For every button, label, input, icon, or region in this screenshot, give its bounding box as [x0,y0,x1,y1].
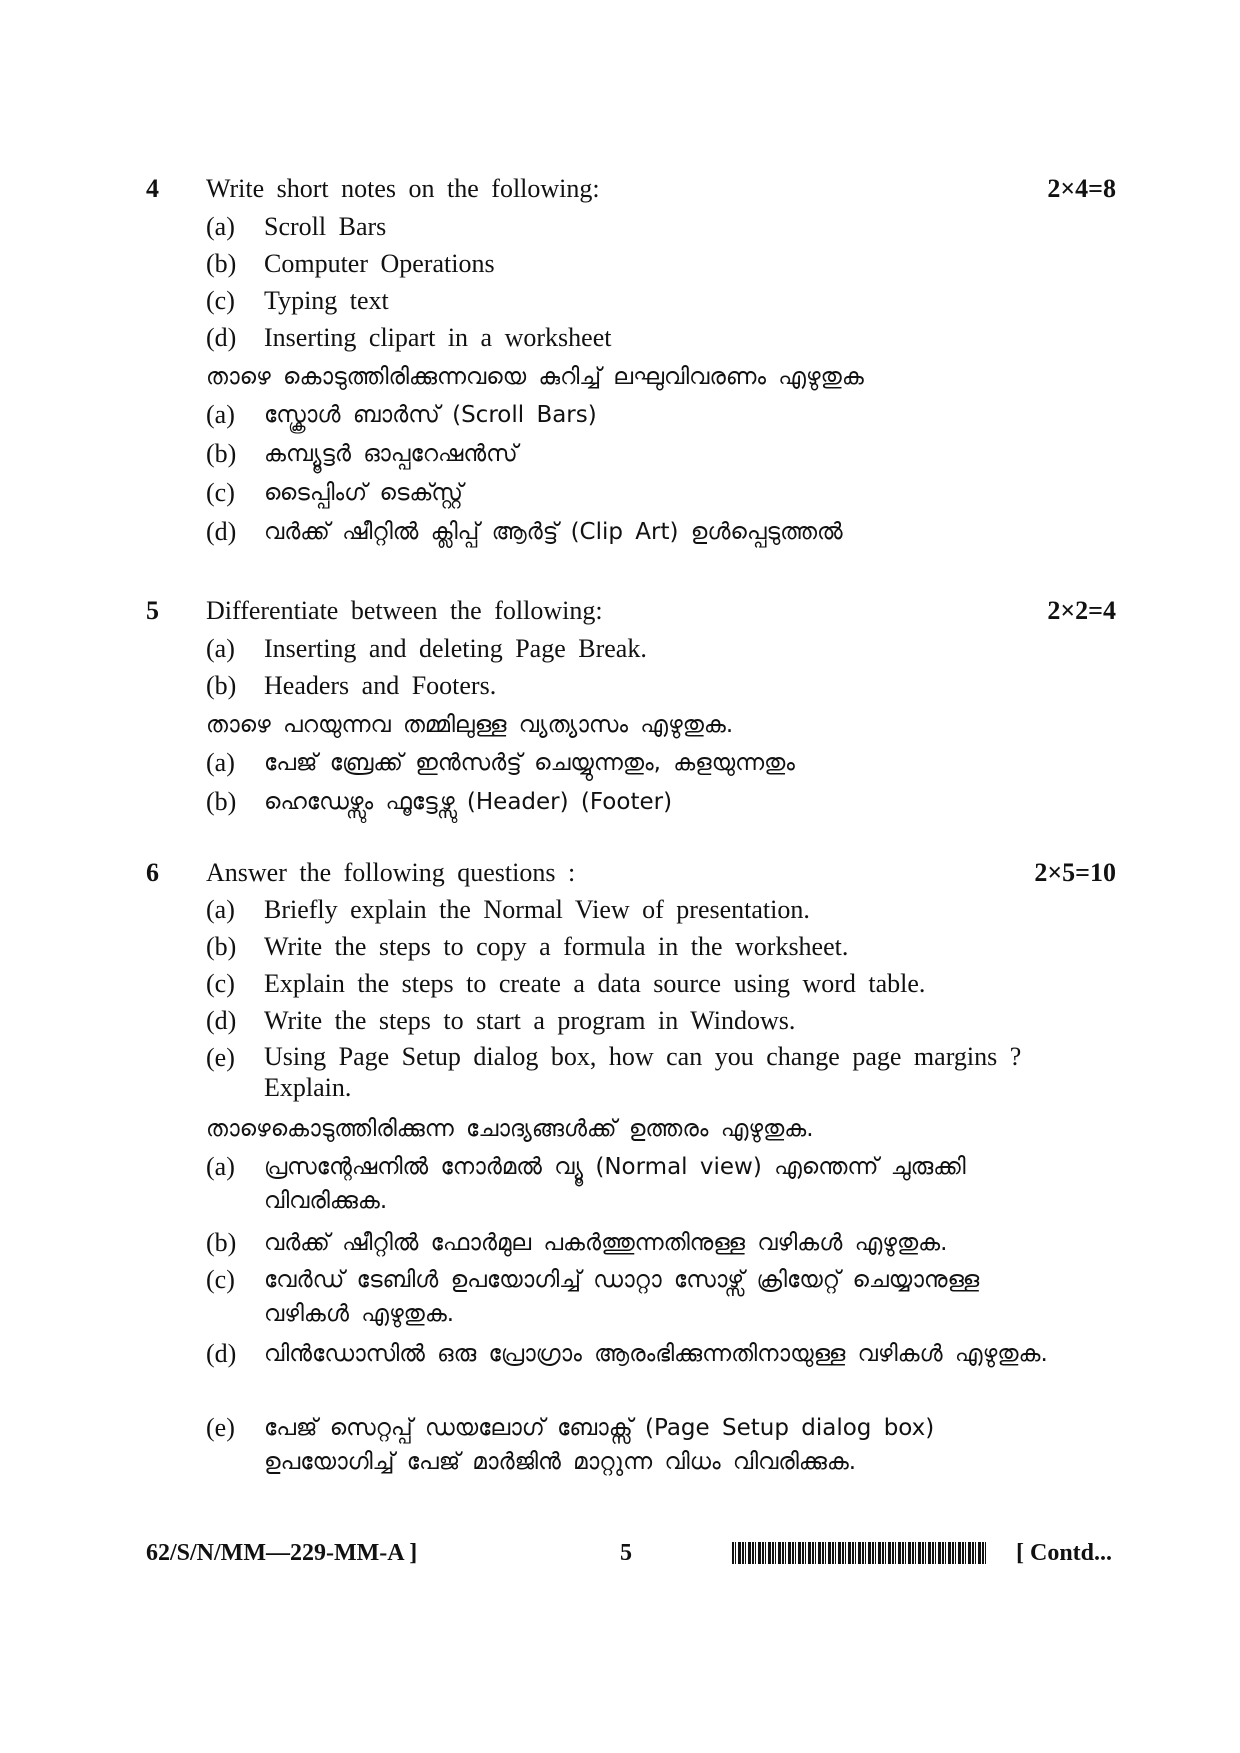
item-text: Headers and Footers. [264,671,497,700]
item-label: (c) [206,478,235,507]
item-text: Explain the steps to create a data source using word table. [264,969,926,998]
question-number: 4 [146,174,159,203]
malayalam-heading-text: താഴെ പറയുന്നവ തമ്മിലുള്ള വ്യത്യാസം എഴുതുക. [206,712,734,738]
continued-label: [ Contd... [1016,1540,1113,1566]
question-heading: Answer the following questions : [206,858,576,887]
item-text: പേജ് ബ്രേക്ക് ഇൻസർട്ട് ചെയ്യുന്നതും, കളയുന്നതും [264,750,795,776]
item-text: ഹെഡേഴ്സും ഫൂട്ടേഴ്സു (Header) (Footer) [264,789,673,815]
item-text: Using Page Setup dialog box, how can you change page margins ? Explain. [264,1042,1022,1102]
question-number: 6 [146,858,159,887]
item-text: Inserting and deleting Page Break. [264,634,647,663]
item-text: പ്രസന്റേഷനിൽ നോർമൽ വ്യൂ (Normal view) എന്തെന്ന് ചുരുക്കി വിവരിക്കുക. [264,1154,966,1214]
item-label: (d) [206,1006,237,1035]
item-text: വർക്ക് ഷീറ്റിൽ ഫോർമുല പകർത്തുന്നതിനുള്ള വഴികൾ എഴുതുക. [264,1230,948,1256]
question-marks: 2×2=4 [1047,596,1116,625]
item-label: (b) [206,671,237,700]
item-label: (c) [206,969,235,998]
item-label: (c) [206,286,235,315]
item-label: (a) [206,748,235,777]
question-number: 5 [146,596,159,625]
item-label: (d) [206,1339,237,1368]
question-heading: Differentiate between the following: [206,596,603,625]
item-text: സ്ക്രോൾ ബാർസ് (Scroll Bars) [264,402,597,428]
item-text: വിൻഡോസിൽ ഒരു പ്രോഗ്രാം ആരംഭിക്കുന്നതിനായുള്ള വഴികൾ എഴുതുക. [264,1341,1048,1367]
malayalam-heading-text: താഴെ കൊടുത്തിരിക്കുന്നവയെ കുറിച്ച് ലഘുവിവരണം എഴുതുക [206,364,864,390]
item-text: Write the steps to start a program in Windows. [264,1006,796,1035]
item-label: (a) [206,895,235,924]
page-footer [0,1536,1240,1576]
item-label: (b) [206,932,237,961]
item-label: (a) [206,400,235,429]
question-marks: 2×4=8 [1047,174,1116,203]
item-label: (b) [206,249,237,278]
item-text: പേജ് സെറ്റപ്പ് ഡയലോഗ് ബോക്സ് (Page Setup dialog box) ഉപയോഗിച്ച് പേജ് മാർജിൻ മാറ്റുന്ന വിധം വിവരിക്കുക. [264,1415,935,1475]
question-marks: 2×5=10 [1034,858,1116,887]
item-label: (e) [206,1413,235,1442]
item-label: (e) [206,1043,235,1072]
item-label: (a) [206,634,235,663]
item-label: (c) [206,1265,235,1294]
malayalam-heading-text: താഴെകൊടുത്തിരിക്കുന്ന ചോദ്യങ്ങൾക്ക് ഉത്തരം എഴുതുക. [206,1116,814,1142]
paper-code: 62/S/N/MM—229-MM-A ] [146,1540,418,1566]
item-text: Typing text [264,286,389,315]
item-text: Computer Operations [264,249,495,278]
item-label: (b) [206,439,237,468]
item-label: (d) [206,323,237,352]
barcode-icon [732,1542,988,1564]
item-label: (a) [206,1152,235,1181]
item-text: Write the steps to copy a formula in the worksheet. [264,932,849,961]
item-label: (d) [206,517,237,546]
item-text: Scroll Bars [264,212,387,241]
item-text: ടൈപ്പിംഗ് ടെക്സ്റ്റ് [264,480,463,506]
question-heading: Write short notes on the following: [206,174,600,203]
item-text: Briefly explain the Normal View of presentation. [264,895,810,924]
item-label: (a) [206,212,235,241]
item-text: Inserting clipart in a worksheet [264,323,612,352]
page-number: 5 [620,1540,632,1566]
item-text: വേർഡ് ടേബിൾ ഉപയോഗിച്ച് ഡാറ്റാ സോഴ്സ് ക്രിയേറ്റ് ചെയ്യാനുള്ള വഴികൾ എഴുതുക. [264,1267,980,1327]
item-text: വർക്ക് ഷീറ്റിൽ ക്ലിപ്പ് ആർട്ട് (Clip Art) ഉൾപ്പെടുത്തൽ [264,519,843,545]
item-label: (b) [206,787,237,816]
item-text: കമ്പ്യൂട്ടർ ഓപ്പറേഷൻസ് [264,441,518,467]
item-label: (b) [206,1228,237,1257]
